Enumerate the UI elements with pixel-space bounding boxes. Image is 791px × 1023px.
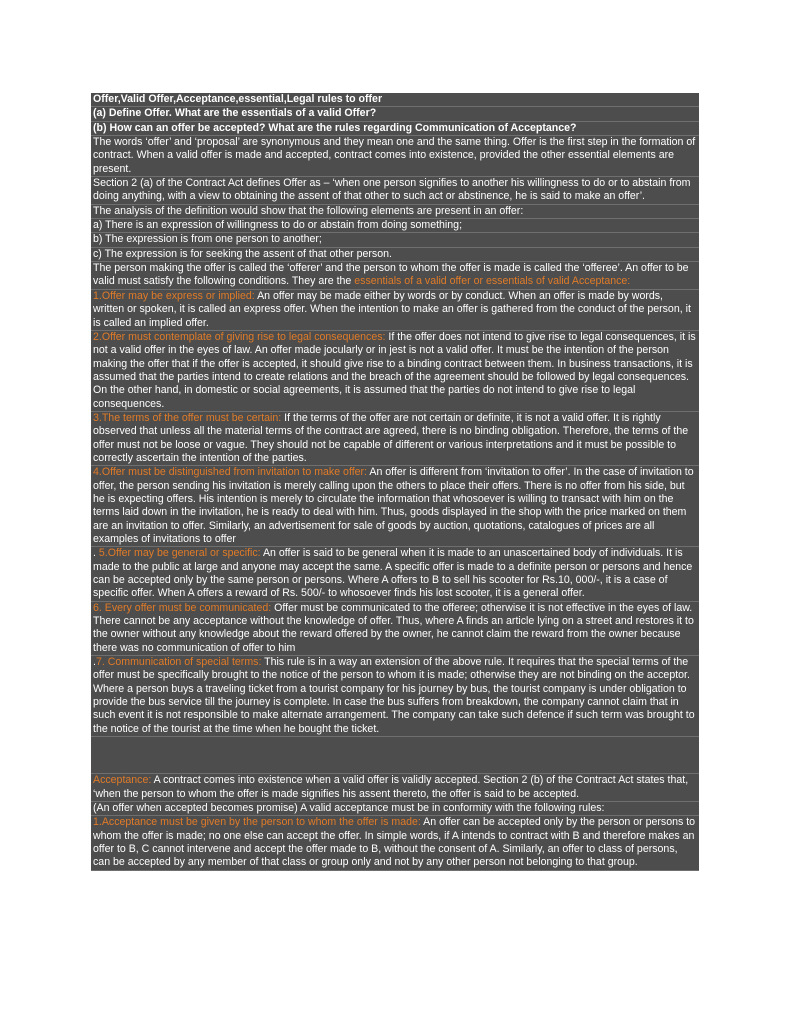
- rule-prefix: .: [93, 547, 99, 560]
- acceptance-rule-heading: 1.Acceptance must be given by the person to whom the offer is made:: [93, 816, 421, 829]
- section-2a-paragraph: Section 2 (a) of the Contract Act defines Offer as – ‘when one person signifies to another his willingness to do or to abstain from doing anything, with a view to obtaining the assent of that other to such act or abstinence, he is said to make an offer’.: [91, 177, 699, 205]
- essentials-highlight: essentials of a valid offer or essentials of valid Acceptance:: [354, 275, 631, 288]
- document-title: Offer,Valid Offer,Acceptance,essential,Legal rules to offer: [91, 93, 699, 107]
- rule-text: An offer may be made either by words or by conduct. When an offer is made by words, written or spoken, it is called an express offer. When the intention to make an offer is gathered from the conduct of the person, it is called an implied offer.: [93, 289, 691, 329]
- rule-heading: 4.Offer must be distinguished from invitation to make offer:: [93, 466, 368, 479]
- rule-heading: 7. Communication of special terms:: [95, 656, 262, 669]
- rule-7: [91, 656, 699, 737]
- element-item: a) There is an expression of willingness to do or abstain from doing something;: [91, 219, 699, 233]
- rule-text: An offer is said to be general when it is made to an unascertained body of individuals. It is made to the public at large and anyone may accept the same. A specific offer is made to a definite person or persons and hence can be accepted only by the same person or persons. Where A offers to B to sell his scooter for Rs.10, 000/-, it is a case of specific offer. When A offers a reward of Rs. 500/- to whosoever finds his lost scooter, it is a general offer.: [93, 547, 693, 600]
- rule-heading: 3.The terms of the offer must be certain:: [93, 411, 282, 424]
- element-item: b) The expression is from one person to another;: [91, 233, 699, 247]
- rule-text: If the offer does not intend to give rise to legal consequences, it is not a valid offer in the eyes of law. An offer made jocularly or in jest is not a valid offer. It must be the intention of the person making the offer that if the offer is accepted, it should give rise to a binding contract between them. In business transactions, it is assumed that the parties intend to create relations and the breach of the agreement should be followed by legal consequences. On the other hand, in domestic or social agreements, it is assumed that the parties do not intend to give rise to legal consequences.: [93, 330, 696, 410]
- rule-4: [91, 466, 699, 547]
- rule-1: [91, 290, 699, 331]
- analysis-paragraph: The analysis of the definition would show that the following elements are present in an offer:: [91, 205, 699, 219]
- rule-text: An offer is different from ‘invitation to offer’. In the case of invitation to offer, the person sending his invitation is merely calling upon the others to place their offers. There is no offer from his side, but he is expecting offers. His intention is merely to circulate the information that whosoever is willing to transact with him on the terms laid down in the invitation, he is ready to deal with him. Thus, goods displayed in the shop with the price marked on them are an invitation to offer. Similarly, an advertisement for sale of goods by auction, quotations, catalogues of prices are all examples of invitations to offer: [93, 466, 694, 545]
- acceptance-heading: Acceptance:: [93, 774, 152, 787]
- intro-paragraph: The words ‘offer’ and ‘proposal’ are synonymous and they mean one and the same thing. Offer is the first step in the formation of contract. When a valid offer is made and accepted, contract comes into existence, provided the other essential elements are present.: [91, 136, 699, 177]
- acceptance-paragraph: [91, 774, 699, 802]
- rule-heading: 5.Offer may be general or specific:: [98, 547, 261, 560]
- rule-2: [91, 331, 699, 412]
- rule-text: Offer must be communicated to the offeree; otherwise it is not effective in the eyes of law. There cannot be any acceptance without the knowledge of offer. Thus, where A finds an article lying on a street and restores it to the owner without any knowledge about the reward offered by the owner, he cannot claim the reward from the owner because there was no communication of offer to him: [93, 601, 694, 654]
- acceptance-text: A contract comes into existence when a valid offer is validly accepted. Section 2 (b) of the Contract Act states that, ‘when the person to whom the offer is made signifies his assent thereto, the offer is said to be accepted.: [93, 774, 689, 800]
- rule-text: If the terms of the offer are not certain or definite, it is not a valid offer. It is rightly observed that unless all the material terms of the contract are agreed, there is no binding obligation. Therefore, the terms of the offer must not be loose or vague. They should not be capable of different or various interpretations and it must be possible to correctly ascertain the intention of the parties.: [93, 411, 689, 464]
- promise-paragraph: (An offer when accepted becomes promise) A valid acceptance must be in conformity with the following rules:: [91, 802, 699, 816]
- rule-text: This rule is in a way an extension of the above rule. It requires that the special terms of the offer must be specifically brought to the notice of the person to whom it is made; otherwise they are not binding on the acceptor. Where a person buys a traveling ticket from a tourist company for his journey by bus, the tourist company is under obligation to provide the bus service till the journey is complete. In case the bus suffers from breakdown, the company cannot claim that in such event it is not responsible to make alternate arrangement. The company can take such defence if such term was brought to the notice of the tourist at the time when he bought the ticket.: [93, 656, 695, 735]
- blank-spacer: [91, 737, 699, 774]
- acceptance-rule-text: An offer can be accepted only by the person or persons to whom the offer is made; no one else can accept the offer. In simple words, if A intends to contract with B and therefore makes an offer to B, C cannot intervene and accept the offer made to B, without the consent of A. Similarly, an offer to class of persons, can be accepted by any member of that class or group only and not by any other person not belonging to that group.: [93, 816, 696, 869]
- rule-heading: 2.Offer must contemplate of giving rise to legal consequences:: [93, 330, 386, 343]
- acceptance-rule-1: [91, 816, 699, 870]
- question-a: (a) Define Offer. What are the essentials of a valid Offer?: [91, 107, 699, 121]
- rule-heading: 6. Every offer must be communicated:: [93, 601, 272, 614]
- question-b: (b) How can an offer be accepted? What are the rules regarding Communication of Acceptance?: [91, 122, 699, 136]
- element-item: c) The expression is for seeking the assent of that other person.: [91, 248, 699, 262]
- offerer-paragraph: [91, 262, 699, 290]
- rule-heading: 1.Offer may be express or implied:: [93, 289, 255, 302]
- rule-3: [91, 412, 699, 466]
- document-panel: [91, 93, 699, 871]
- rule-prefix: .: [93, 656, 96, 669]
- rule-5: [91, 547, 699, 601]
- offerer-text: The person making the offer is called the ‘offerer’ and the person to whom the offer is made is called the ‘offeree’. An offer to be valid must satisfy the following conditions. They are the: [93, 262, 689, 288]
- rule-6: [91, 602, 699, 656]
